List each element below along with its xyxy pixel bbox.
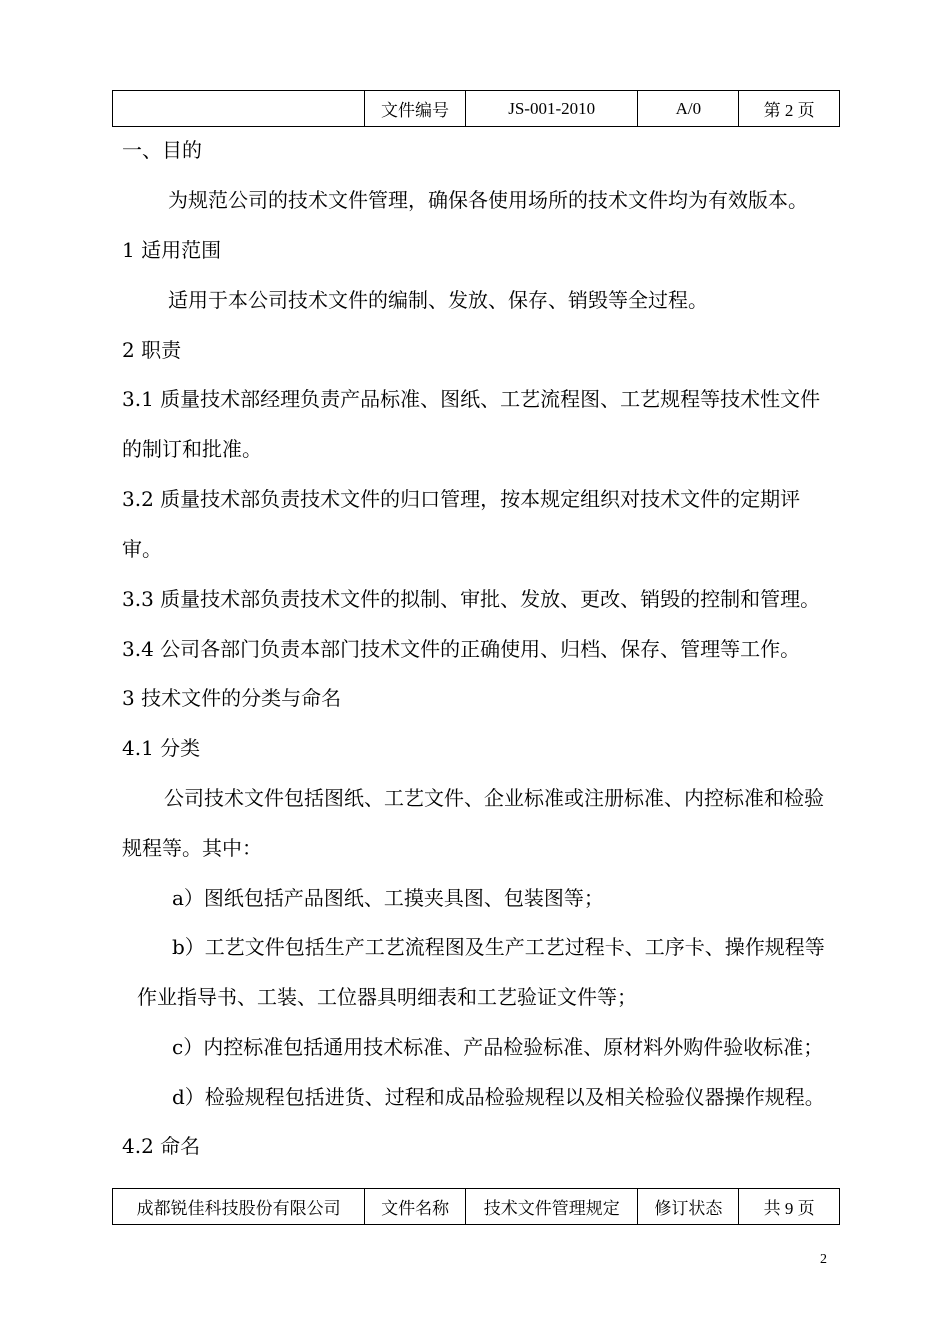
paragraph-line: 3.1 质量技术部经理负责产品标准、图纸、工艺流程图、工艺规程等技术性文件 (122, 387, 821, 411)
footer-file-name-label: 文件名称 (365, 1189, 466, 1225)
section-heading: 4.2 命名 (122, 1134, 201, 1158)
list-item: c）内控标准包括通用技术标准、产品检验标准、原材料外购件验收标准； (172, 1035, 824, 1059)
list-item: b）工艺文件包括生产工艺流程图及生产工艺过程卡、工序卡、操作规程等 (172, 935, 825, 959)
footer-total-pages: 共 9 页 (739, 1189, 840, 1225)
paragraph-line: 为规范公司的技术文件管理，确保各使用场所的技术文件均为有效版本。 (168, 188, 808, 212)
section-heading: 4.1 分类 (122, 736, 201, 760)
paragraph-line: 3.3 质量技术部负责技术文件的拟制、审批、发放、更改、销毁的控制和管理。 (122, 587, 821, 611)
section-heading: 3 技术文件的分类与命名 (122, 686, 342, 710)
footer-file-name: 技术文件管理规定 (465, 1189, 638, 1225)
header-file-no: JS-001-2010 (465, 91, 638, 127)
section-heading: 一、目的 (122, 138, 202, 162)
paragraph-line: 3.2 质量技术部负责技术文件的归口管理，按本规定组织对技术文件的定期评 (122, 487, 801, 511)
list-item: a）图纸包括产品图纸、工摸夹具图、包装图等； (172, 886, 604, 910)
footer-table (112, 1188, 840, 1225)
header-page: 第 2 页 (739, 91, 840, 127)
paragraph-line: 适用于本公司技术文件的编制、发放、保存、销毁等全过程。 (168, 288, 708, 312)
paragraph-line: 3.4 公司各部门负责本部门技术文件的正确使用、归档、保存、管理等工作。 (122, 637, 801, 661)
header-version: A/0 (638, 91, 739, 127)
list-item-continuation: 作业指导书、工装、工位器具明细表和工艺验证文件等； (137, 985, 637, 1009)
header-blank-cell (113, 91, 365, 127)
paragraph-line: 公司技术文件包括图纸、工艺文件、企业标准或注册标准、内控标准和检验 (164, 786, 824, 810)
footer-company: 成都锐佳科技股份有限公司 (113, 1189, 365, 1225)
header-table (112, 90, 840, 127)
paragraph-line: 规程等。其中： (122, 836, 262, 860)
page-number: 2 (820, 1252, 827, 1267)
footer-revision-label: 修订状态 (638, 1189, 739, 1225)
paragraph-line: 的制订和批准。 (122, 437, 262, 461)
list-item: d）检验规程包括进货、过程和成品检验规程以及相关检验仪器操作规程。 (172, 1085, 825, 1109)
header-file-no-label: 文件编号 (365, 91, 466, 127)
section-heading: 2 职责 (122, 338, 182, 362)
paragraph-line: 审。 (122, 537, 162, 561)
section-heading: 1 适用范围 (122, 238, 222, 262)
